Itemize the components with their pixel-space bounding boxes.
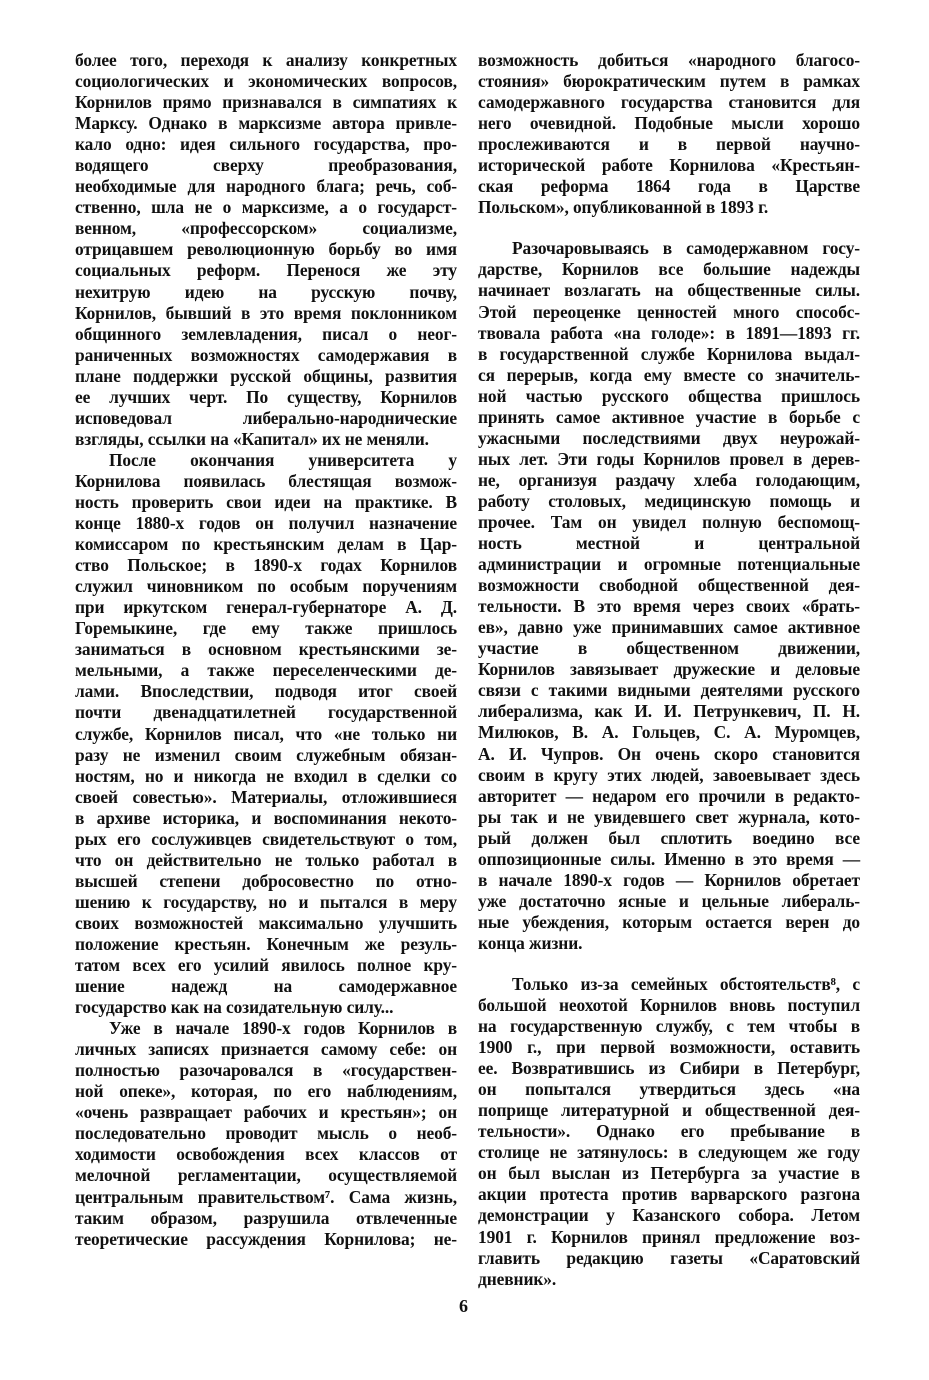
text-line: татом всех его усилий явилось полное кру-	[75, 955, 457, 976]
text-line: начинает возлагать на общественные силы.	[478, 280, 860, 301]
text-line: ужасными последствиями двух неурожай-	[478, 427, 860, 448]
paragraph	[75, 450, 457, 1018]
text-line: ность местной и центральной	[478, 533, 860, 554]
text-line: участие в общественном движении,	[478, 638, 860, 659]
text-line: в архиве историка, и воспоминания некото-	[75, 807, 457, 828]
text-line: твовала работа «на голоде»: в 1891—1893 гг.	[478, 322, 860, 343]
text-line: демонстрации у Казанского собора. Летом	[478, 1205, 860, 1226]
text-line: дарстве, Корнилов все большие надежды	[478, 259, 860, 280]
text-line: ные убеждения, которым остается верен до	[478, 911, 860, 932]
text-line: исповедовал либерально-народнические	[75, 407, 457, 428]
text-line: высшей степени добросовестно по отно-	[75, 870, 457, 891]
text-line: дневник».	[478, 1268, 557, 1289]
text-line: тельности». Однако его пребывание в	[478, 1121, 860, 1142]
text-line: работу столовых, медицинскую помощь и	[478, 490, 860, 511]
text-line: государство как на созидательную силу...	[75, 997, 394, 1018]
text-line: самодержавного государства становится для	[478, 92, 860, 113]
text-line: общинного землевладения, писал о неог-	[75, 323, 457, 344]
paragraph	[478, 238, 860, 954]
text-line: он попытался утвердиться здесь «на	[478, 1079, 860, 1100]
text-line: прочее. Там он увидел полную беспомощ-	[478, 511, 860, 532]
text-line: уже достаточно ясные и цельные либераль-	[478, 890, 860, 911]
text-line: А. И. Чупров. Он очень скоро становится	[478, 743, 860, 764]
text-line: своей совестью». Материалы, отложившиеся	[75, 786, 457, 807]
text-line: Польском», опубликованной в 1893 г.	[478, 197, 769, 218]
text-line: Корнилов, бывший в это время поклонником	[75, 302, 457, 323]
paragraph	[478, 50, 860, 218]
text-line: Корнилов прямо признавался в симпатиях к	[75, 92, 457, 113]
text-line: ся перерыв, когда ему вместе со значитель-	[478, 364, 860, 385]
text-line: поприще литературной и общественной дея-	[478, 1100, 860, 1121]
text-line: рых его сослуживцев свидетельствуют о том,	[75, 828, 457, 849]
text-line: «очень развращает рабочих и крестьян»; он	[75, 1102, 457, 1123]
text-line: 1900 г., при первой возможности, оставить	[478, 1037, 860, 1058]
text-line: последовательно проводит мысль о необ-	[75, 1123, 457, 1144]
text-line: раниченных возможностях самодержавия в	[75, 344, 457, 365]
text-line: стояния» бюрократическим путем в рамках	[478, 71, 860, 92]
text-line: главить редакцию газеты «Саратовский	[478, 1247, 860, 1268]
text-line: После окончания университета у	[109, 449, 457, 470]
text-line: ство Польское; в 1890-х годах Корнилов	[75, 555, 457, 576]
text-line: ных лет. Эти годы Корнилов провел в дерев-	[478, 448, 860, 469]
text-line: принять самое активное участие в борьбе с	[478, 406, 860, 427]
text-line: плане поддержки русской общины, развития	[75, 365, 457, 386]
text-line: него очевидной. Подобные мысли хорошо	[478, 113, 860, 134]
text-line: столице не затянулось: в следующем же году	[478, 1142, 860, 1163]
text-line: кало одно: идея сильного государства, про-	[75, 134, 457, 155]
text-line: при иркутском генерал-губернаторе А. Д.	[75, 597, 457, 618]
text-line: комиссаром по крестьянским делам в Цар-	[75, 534, 457, 555]
text-line: таким образом, разрушила отвлеченные	[75, 1207, 457, 1228]
text-line: нехитрую идею на русскую почву,	[75, 281, 457, 302]
text-line: Горемыкине, где ему также пришлось	[75, 618, 457, 639]
text-line: ее лучших черт. По существу, Корнилов	[75, 386, 457, 407]
text-line: мелочной регламентации, осуществляемой	[75, 1165, 457, 1186]
text-line: Уже в начале 1890-х годов Корнилов в	[109, 1018, 457, 1039]
text-line: возможность добиться «народного благосо-	[478, 50, 860, 70]
text-line: разу не изменил своим служебным обязан-	[75, 744, 457, 765]
text-line: оппозиционные силы. Именно в это время —	[478, 848, 860, 869]
text-line: ходимости освобождения всех классов от	[75, 1144, 457, 1165]
text-line: своим в кругу этих людей, завоевывает здесь	[478, 764, 860, 785]
paragraph	[478, 974, 860, 1290]
paragraph	[75, 50, 457, 450]
text-line: центральным правительством⁷. Сама жизнь,	[75, 1186, 457, 1207]
text-line: заниматься в основном крестьянскими зе-	[75, 639, 457, 660]
text-line: связи с такими видными деятелями русского	[478, 680, 860, 701]
left-column	[75, 50, 457, 1250]
text-line: необходимые для народного блага; речь, соб-	[75, 176, 457, 197]
text-line: возможности свободной общественной дея-	[478, 575, 860, 596]
text-line: социологических и экономических вопросов,	[75, 71, 457, 92]
text-line: служил чиновником по особым поручениям	[75, 576, 457, 597]
text-line: рый должен был сплотить воедино все	[478, 827, 860, 848]
text-line: исторической работе Корнилова «Крестьян-	[478, 155, 860, 176]
text-line: ее. Возвратившись из Сибири в Петербург,	[478, 1058, 860, 1079]
text-line: ская реформа 1864 года в Царстве	[478, 176, 860, 197]
text-line: ной частью русского общества пришлось	[478, 385, 860, 406]
text-line: Марксу. Однако в марксизме автора привле-	[75, 113, 457, 134]
text-line: он был выслан из Петербурга за участие в	[478, 1163, 860, 1184]
text-line: лами. Впоследствии, подводя итог своей	[75, 681, 457, 702]
text-line: отрицавшем революционную борьбу во имя	[75, 239, 457, 260]
text-line: Корнилов завязывает дружеские и деловые	[478, 659, 860, 680]
text-line: большой неохотой Корнилов вновь поступил	[478, 995, 860, 1016]
text-line: тельности. В это время через своих «брать-	[478, 596, 860, 617]
text-line: водящего сверху преобразования,	[75, 155, 457, 176]
text-line: шение надежд на самодержавное	[75, 976, 457, 997]
text-line: Только из-за семейных обстоятельств⁸, с	[512, 973, 860, 994]
text-line: теоретические рассуждения Корнилова; не-	[75, 1228, 457, 1249]
text-line: Разочаровываясь в самодержавном госу-	[512, 238, 860, 259]
text-line: почти двенадцатилетней государственной	[75, 702, 457, 723]
text-line: своих возможностей максимально улучшить	[75, 912, 457, 933]
text-line: личных записях признается самому себе: он	[75, 1039, 457, 1060]
text-line: не, организуя раздачу хлеба голодающим,	[478, 469, 860, 490]
text-line: ной опеке», которая, по его наблюдениям,	[75, 1081, 457, 1102]
text-line: положение крестьян. Конечным же резуль-	[75, 933, 457, 954]
text-line: 1901 г. Корнилов принял предложение воз-	[478, 1226, 860, 1247]
text-line: что он действительно не только работал в	[75, 849, 457, 870]
text-line: полностью разочаровался в «государствен-	[75, 1060, 457, 1081]
text-line: ры так и не увидевшего свет журнала, кото-	[478, 806, 860, 827]
text-line: прослеживаются и в первой научно-	[478, 134, 860, 155]
text-line: Корнилова появилась блестящая возмож-	[75, 470, 457, 491]
text-line: ность проверить свои идеи на практике. В	[75, 491, 457, 512]
text-line: Милюков, В. А. Гольцев, С. А. Муромцев,	[478, 722, 860, 743]
text-line: акции протеста против варварского разгона	[478, 1184, 860, 1205]
text-line: взгляды, ссылки на «Капитал» их не меняли.	[75, 428, 429, 449]
text-line: конце 1880-х годов он получил назначение	[75, 513, 457, 534]
text-line: в начале 1890-х годов — Корнилов обретает	[478, 869, 860, 890]
right-column	[478, 50, 860, 1290]
text-line: службе, Корнилов писал, что «не только ни	[75, 723, 457, 744]
text-line: более того, переходя к анализу конкретных	[75, 50, 457, 70]
text-line: Этой переоценке ценностей много способс-	[478, 301, 860, 322]
text-line: на государственную службу, с тем чтобы в	[478, 1016, 860, 1037]
text-line: мельными, а также переселенческими де-	[75, 660, 457, 681]
text-line: администрации и огромные потенциальные	[478, 554, 860, 575]
text-line: шению к государству, но и пытался в меру	[75, 891, 457, 912]
text-line: ностям, но и никогда не входил в сделки со	[75, 765, 457, 786]
text-line: либерализма, как И. И. Петрункевич, П. Н.	[478, 701, 860, 722]
text-line: ственно, шла не о марксизме, а о государст-	[75, 197, 457, 218]
text-line: социальных реформ. Перенося же эту	[75, 260, 457, 281]
text-line: венном, «профессорском» социализме,	[75, 218, 457, 239]
text-line: авторитет — недаром его прочили в редакто-	[478, 785, 860, 806]
text-line: ев», давно уже принимавших самое активное	[478, 617, 860, 638]
text-line: в государственной службе Корнилова выдал-	[478, 343, 860, 364]
page-number: 6	[459, 1296, 468, 1316]
paragraph	[75, 1018, 457, 1250]
text-line: конца жизни.	[478, 932, 583, 953]
